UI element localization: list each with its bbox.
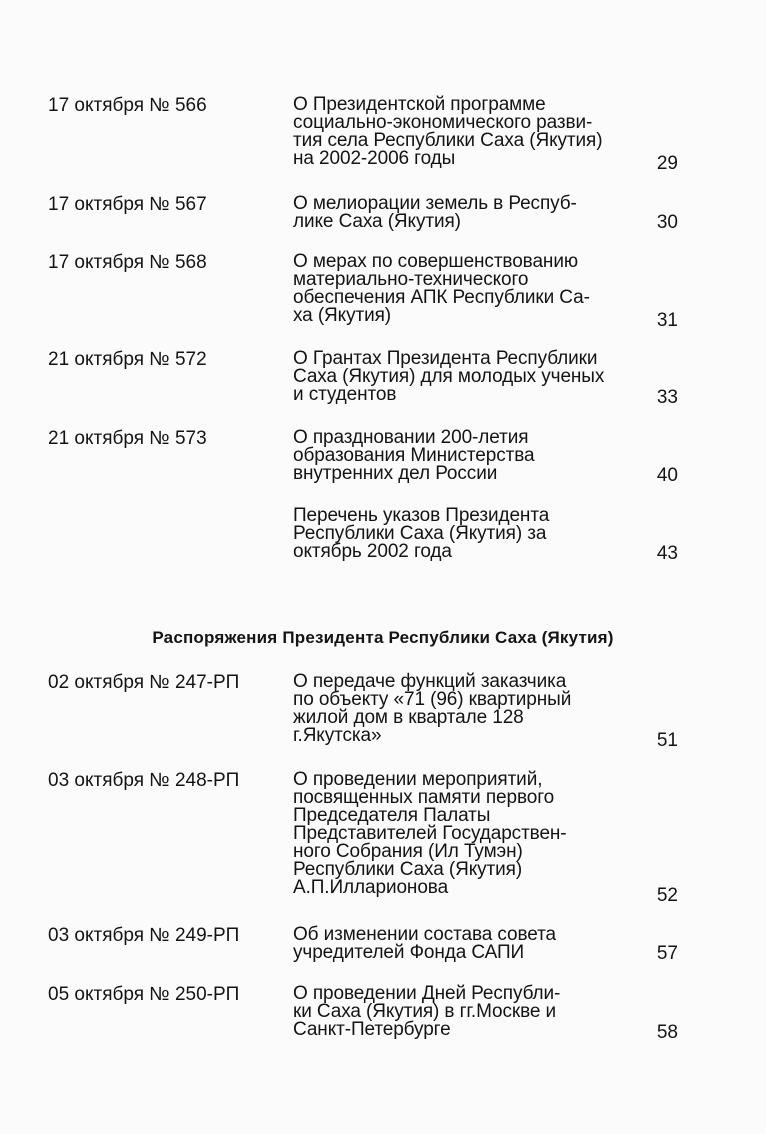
page-number: 52 (656, 885, 678, 906)
title-line: и студентов (293, 384, 397, 405)
entry-title (293, 195, 643, 231)
entry-date: 03 октября № 248-РП (48, 770, 240, 791)
title-line: образования Министерства (293, 445, 535, 466)
page-number: 57 (656, 943, 678, 964)
page-number: 43 (656, 543, 678, 564)
entry-title (293, 350, 643, 404)
title-line: О проведении мероприятий, (293, 769, 543, 790)
page-number: 51 (656, 730, 678, 751)
page-number: 29 (656, 153, 678, 174)
title-line: учредителей Фонда САПИ (293, 942, 525, 963)
page-number: 58 (656, 1022, 678, 1043)
entry-title (293, 673, 643, 745)
section-heading: Распоряжения Президента Республики Саха (Якутия) (152, 628, 614, 647)
title-line: А.П.Илларионова (293, 877, 449, 898)
title-line: Республики Саха (Якутия) (293, 859, 523, 880)
title-line: ки Саха (Якутия) в гг.Москве и (293, 1001, 557, 1022)
title-line: Санкт-Петербурге (293, 1019, 451, 1040)
title-line: социально-экономического разви- (293, 112, 593, 133)
title-line: по объекту «71 (96) квартирный (293, 689, 572, 710)
title-line: О праздновании 200-летия (293, 427, 529, 448)
title-line: ха (Якутия) (293, 305, 392, 326)
page-number: 40 (656, 465, 678, 486)
title-line: О Грантах Президента Республики (293, 348, 598, 369)
entry-date: 17 октября № 568 (48, 252, 207, 273)
entry-title (293, 253, 643, 325)
title-line: О мерах по совершенствованию (293, 251, 578, 272)
page-number: 33 (656, 387, 678, 408)
title-line: жилой дом в квартале 128 (293, 707, 524, 728)
entry-title (293, 771, 643, 897)
entry-date: 17 октября № 567 (48, 194, 207, 215)
title-line: тия села Республики Саха (Якутия) (293, 130, 603, 151)
entry-title (293, 429, 643, 483)
title-line: на 2002-2006 годы (293, 148, 456, 169)
title-line: г.Якутска» (293, 725, 382, 746)
entry-date: 05 октября № 250-РП (48, 984, 240, 1005)
entry-date: 02 октября № 247-РП (48, 672, 240, 693)
title-line: О Президентской программе (293, 94, 546, 115)
title-line: материально-технического (293, 269, 529, 290)
title-line: Перечень указов Президента (293, 505, 550, 526)
title-line: Республики Саха (Якутия) за (293, 523, 547, 544)
title-line: Представителей Государствен- (293, 823, 567, 844)
title-line: октябрь 2002 года (293, 541, 452, 562)
entry-date: 17 октября № 566 (48, 95, 207, 116)
title-line: внутренних дел России (293, 463, 498, 484)
page-number: 31 (656, 310, 678, 331)
title-line: ного Собрания (Ил Тумэн) (293, 841, 523, 862)
title-line: посвященных памяти первого (293, 787, 555, 808)
title-line: лике Саха (Якутия) (293, 211, 461, 232)
entry-date: 21 октября № 573 (48, 428, 207, 449)
page-number: 30 (656, 212, 678, 233)
title-line: Саха (Якутия) для молодых ученых (293, 366, 605, 387)
entry-title (293, 926, 643, 962)
title-line: Председателя Палаты (293, 805, 491, 826)
title-line: О передаче функций заказчика (293, 671, 567, 692)
entry-title (293, 96, 643, 168)
entry-title (293, 985, 643, 1039)
entry-date: 03 октября № 249-РП (48, 925, 240, 946)
title-line: обеспечения АПК Республики Са- (293, 287, 590, 308)
title-line: Об изменении состава совета (293, 924, 556, 945)
title-line: О проведении Дней Республи- (293, 983, 561, 1004)
entry-title (293, 507, 643, 561)
entry-date: 21 октября № 572 (48, 349, 207, 370)
title-line: О мелиорации земель в Респуб- (293, 193, 577, 214)
